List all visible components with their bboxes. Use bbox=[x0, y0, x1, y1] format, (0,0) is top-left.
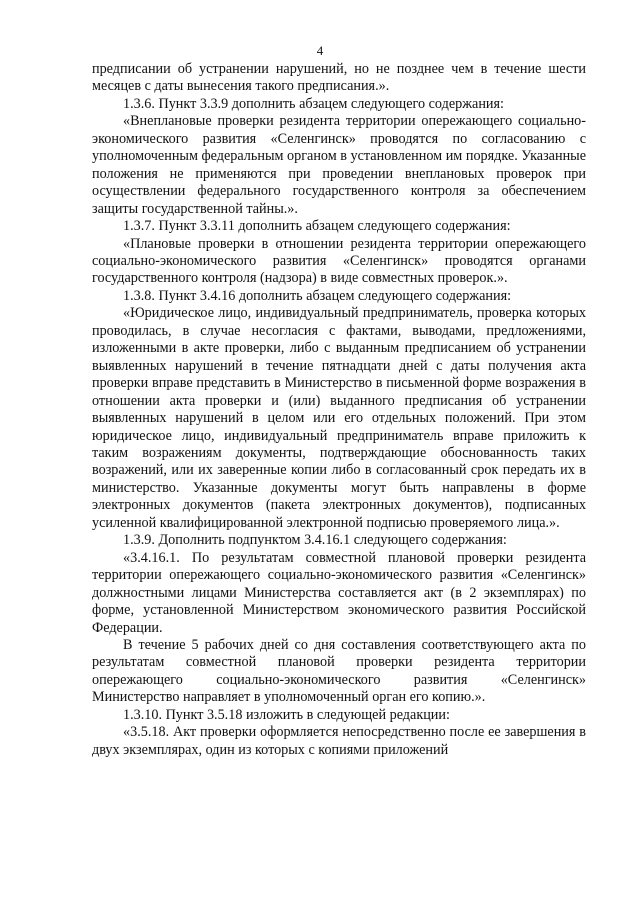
page-number: 4 bbox=[316, 43, 324, 58]
paragraph-quote-3-3-11: «Плановые проверки в отношении резидента территории опережающего социально-экономического развития «Селенгинск» проводятся органами государственного контроля (надзора) в виде совместных проверок.». bbox=[92, 235, 586, 287]
paragraph-item-1-3-7: 1.3.7. Пункт 3.3.11 дополнить абзацем следующего содержания: bbox=[123, 218, 511, 235]
paragraph-quote-3-3-9: «Внеплановые проверки резидента территории опережающего социально-экономического развития «Селенгинск» проводятся по согласованию с уполномоченным федеральным органом в установленном им порядке. Указанные положения не применяются при проведении внеплановых проверок при осуществлении федерального государственного контроля за обеспечением защиты государственной тайны.». bbox=[92, 113, 586, 217]
paragraph-quote-3-4-16-1: «3.4.16.1. По результатам совместной плановой проверки резидента территории опережающего социально-экономического развития «Селенгинск» должностными лицами Министерства составляется акт (в 2 экземплярах) по форме, установленной Министерством экономического развития Российской Федерации. bbox=[92, 549, 586, 636]
document-body bbox=[92, 61, 586, 759]
paragraph-continuation: предписании об устранении нарушений, но не позднее чем в течение шести месяцев с даты вынесения такого предписания.». bbox=[92, 61, 586, 95]
paragraph-item-1-3-8: 1.3.8. Пункт 3.4.16 дополнить абзацем следующего содержания: bbox=[123, 287, 512, 304]
paragraph-quote-3-4-16-1-cont: В течение 5 рабочих дней со дня составления соответствующего акта по результатам совместной плановой проверки резидента территории опережающего социально-экономического развития «Селенгинск» Министерство направляет в уполномоченный орган его копию.». bbox=[92, 636, 586, 706]
paragraph-item-1-3-10: 1.3.10. Пункт 3.5.18 изложить в следующей редакции: bbox=[123, 706, 450, 723]
paragraph-quote-3-4-16: «Юридическое лицо, индивидуальный предприниматель, проверка которых проводилась, в случае несогласия с фактами, выводами, предложениями, изложенными в акте проверки, либо с выданным предписанием об устранении выявленных нарушений в течение пятнадцати дней с даты получения акта проверки вправе представить в Министерство в письменной форме возражения в отношении акта проверки и (или) выданного предписания об устранении выявленных нарушений в целом или его отдельных положений. При этом юридическое лицо, индивидуальный предприниматель вправе приложить к таким возражениям документы, подтверждающие обоснованность таких возражений, или их заверенные копии либо в согласованный срок передать их в министерство. Указанные документы могут быть направлены в форме электронных документов (пакета электронных документов), подписанных усиленной квалифицированной электронной подписью проверяемого лица.». bbox=[92, 305, 586, 531]
paragraph-quote-3-5-18: «3.5.18. Акт проверки оформляется непосредственно после ее завершения в двух экземплярах, один из которых с копиями приложений bbox=[92, 724, 586, 758]
paragraph-item-1-3-9: 1.3.9. Дополнить подпунктом 3.4.16.1 следующего содержания: bbox=[123, 532, 507, 549]
paragraph-item-1-3-6: 1.3.6. Пункт 3.3.9 дополнить абзацем следующего содержания: bbox=[123, 95, 504, 112]
